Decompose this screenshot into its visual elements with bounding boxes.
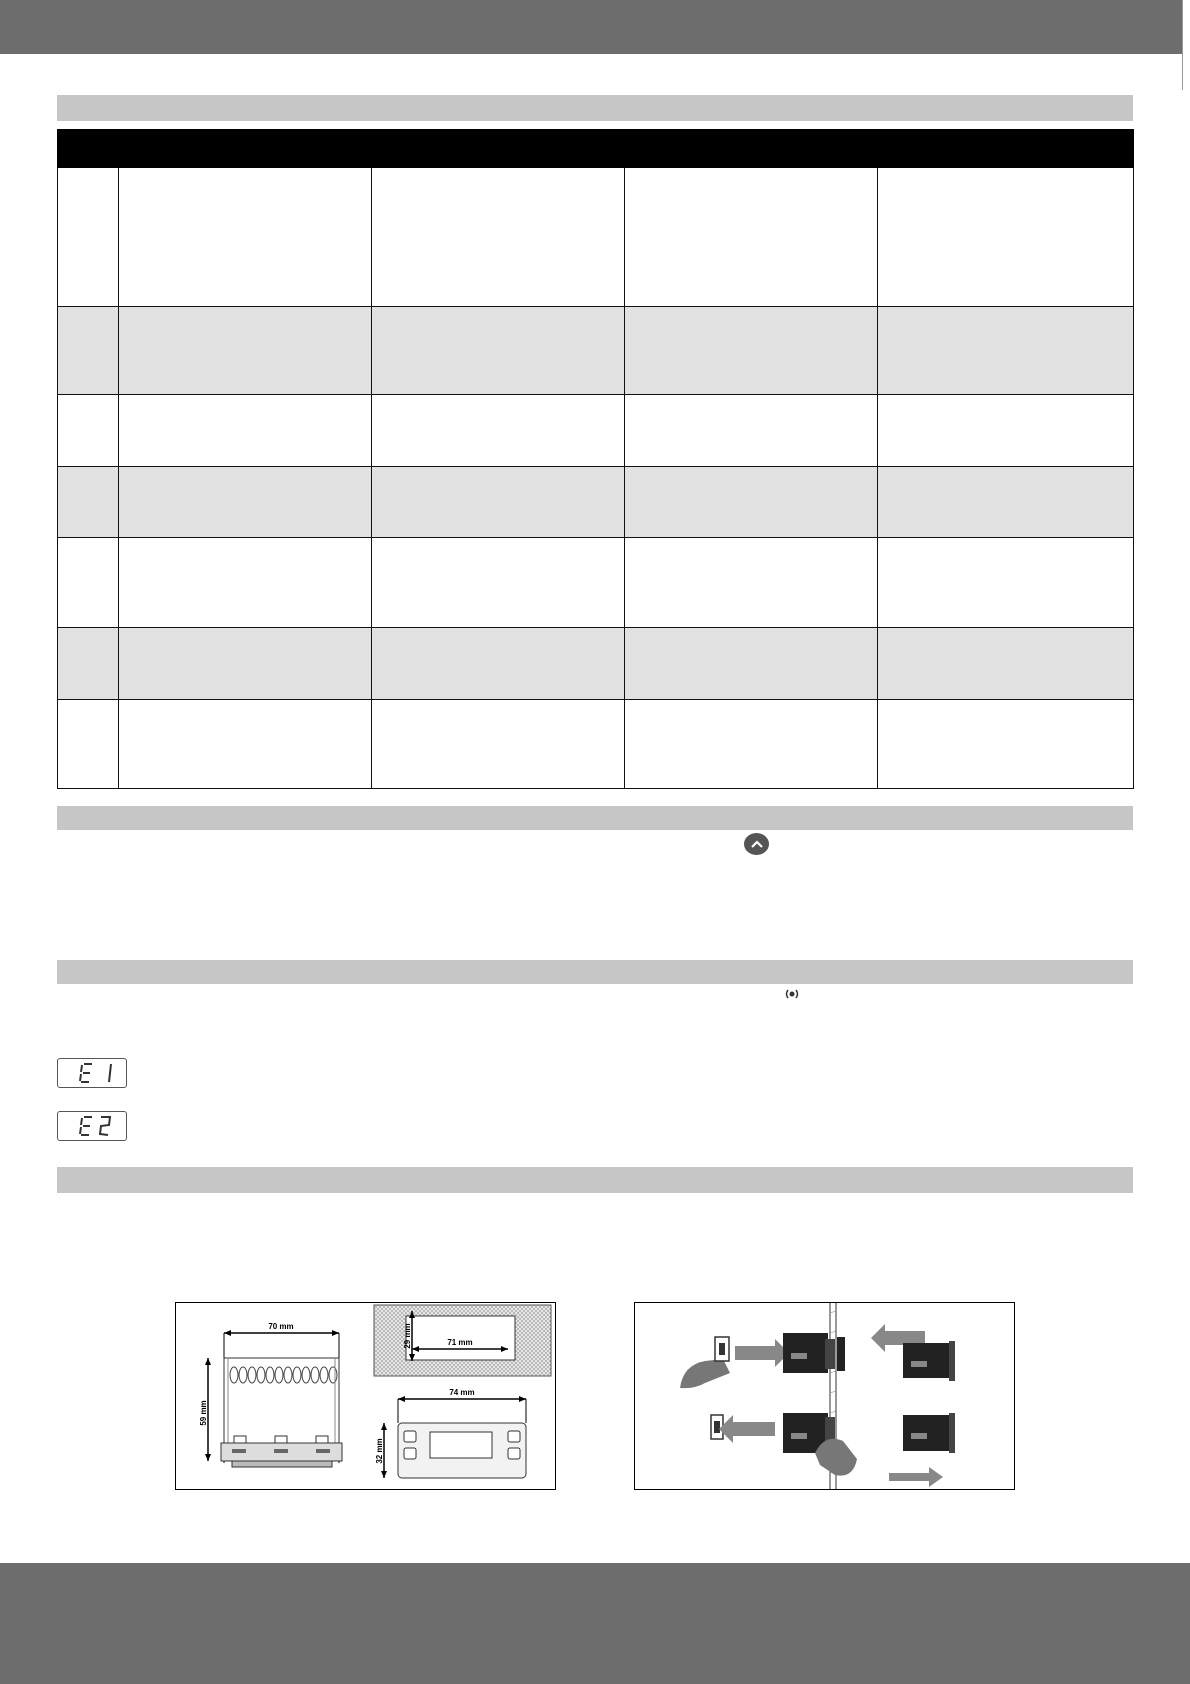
dim-height-left: 59 mm: [199, 1400, 208, 1426]
table-header-cell: [119, 130, 372, 168]
table-row: [58, 467, 1134, 538]
section-heading-bar: [57, 960, 1133, 984]
table-row: [58, 700, 1134, 789]
table-row: [58, 538, 1134, 628]
dim-front-width: 74 mm: [449, 1388, 475, 1397]
edge-rule: [1182, 0, 1183, 90]
dim-cutout-height: 29 mm: [403, 1323, 412, 1349]
table-header-cell: [625, 130, 878, 168]
table-row: [58, 168, 1134, 307]
segment-digits: [78, 1115, 118, 1137]
section-heading-bar: [57, 806, 1133, 830]
section-heading-bar: [57, 95, 1133, 121]
dimensions-figure: [175, 1302, 556, 1490]
mounting-figure: [634, 1302, 1015, 1490]
dim-cutout-width: 71 mm: [447, 1338, 473, 1347]
error-display-e1: [57, 1058, 127, 1088]
up-arrow-button-icon: [744, 833, 769, 855]
buzzer-icon: [784, 986, 800, 1002]
section-heading-bar: [57, 1167, 1133, 1193]
error-display-e2: [57, 1111, 127, 1141]
table-header-cell: [878, 130, 1134, 168]
table-row: [58, 628, 1134, 700]
table-header-cell: [372, 130, 625, 168]
parameter-table: [57, 129, 1134, 789]
page-footer-bar: [0, 1563, 1190, 1684]
table-header-row: [58, 130, 1134, 168]
segment-digits: [78, 1062, 118, 1084]
page-header-bar: [0, 0, 1182, 54]
table-row: [58, 307, 1134, 395]
dim-front-height: 32 mm: [375, 1438, 384, 1464]
dim-width-top: 70 mm: [268, 1322, 294, 1331]
table-row: [58, 395, 1134, 467]
table-header-cell: [58, 130, 119, 168]
